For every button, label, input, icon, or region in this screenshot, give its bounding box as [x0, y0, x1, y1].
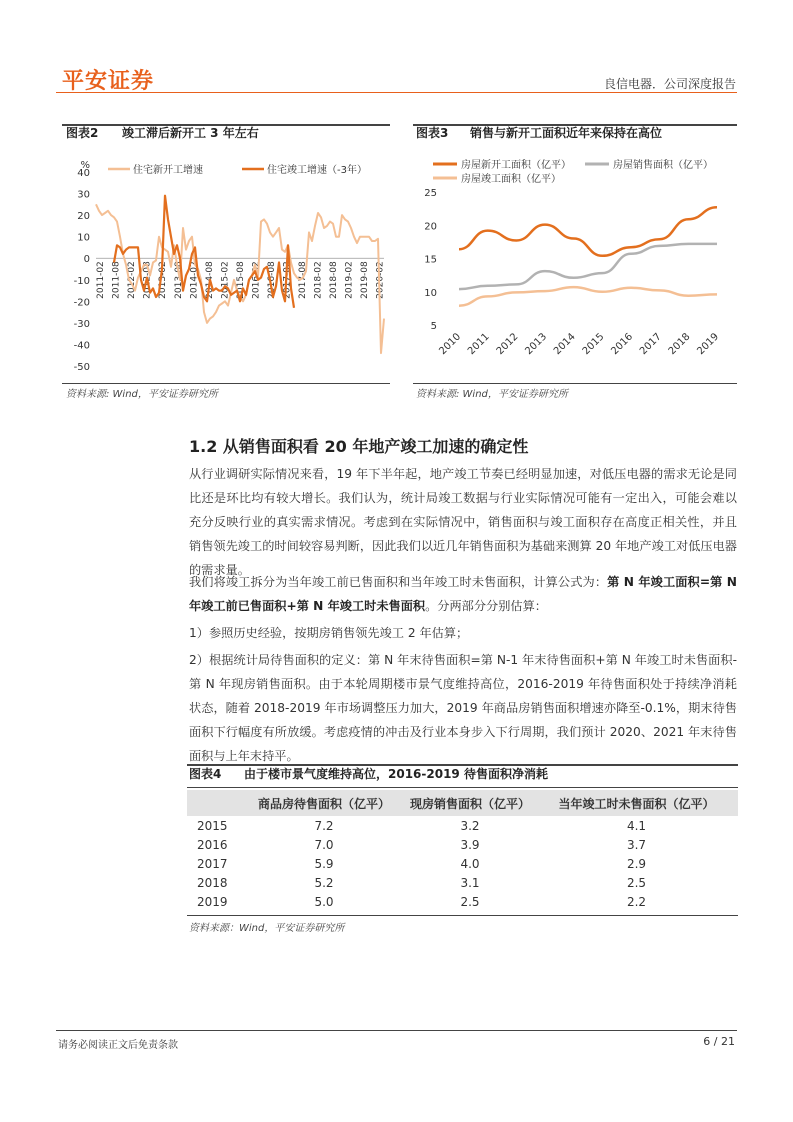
table-4-label: 图表4 — [189, 767, 222, 781]
x-tick-label: 2018 — [666, 331, 693, 358]
y-unit-label: % — [80, 160, 90, 171]
table-year-cell: 2015 — [197, 818, 228, 833]
table-4-title-line — [187, 787, 738, 788]
paragraph-2-lead: 我们将竣工拆分为当年竣工前已售面积和当年竣工时未售面积，计算公式为： — [189, 575, 608, 589]
table-value-cell: 3.1 — [460, 875, 480, 890]
table-value-cell: 7.0 — [314, 837, 334, 852]
footer-divider — [56, 1030, 737, 1031]
brand-logo: 平安证券 — [62, 69, 155, 94]
x-tick-label: 2014-02 — [189, 261, 200, 299]
x-tick-label: 2012 — [494, 331, 521, 358]
table-year-cell: 2017 — [197, 856, 228, 871]
report-title: 良信电器．公司深度报告 — [603, 77, 736, 91]
y-tick-label: 15 — [424, 254, 437, 266]
y-tick-label: 40 — [77, 168, 90, 179]
figure-2-title: 竣工滞后新开工 3 年左右 — [122, 126, 259, 140]
y-tick-label: 10 — [424, 287, 437, 299]
x-tick-label: 2019-02 — [344, 261, 355, 299]
y-tick-label: -10 — [73, 275, 90, 287]
x-tick-label: 2018-02 — [313, 261, 324, 299]
y-tick-label: -50 — [73, 362, 90, 373]
figure-2-source-line — [62, 383, 390, 384]
paragraph-1: 从行业调研实际情况来看，19 年下半年起，地产竣工节奏已经明显加速，对低压电器的需求无论是同比还是环比均有较大增长。我们认为，统计局竣工数据与行业实际情况可能有一定出入，可能会难以充分反映行业的真实需求情况。考虑到在实际情况中，销售面积与竣工面积存在高度正相关性，并且销售领先竣工的时间较容易判断，因此我们以近几年销售面积为基础来测算 20 年地产竣工对低压电器的需求量。 — [189, 467, 737, 577]
x-tick-label: 2019-08 — [360, 261, 371, 299]
table-row — [187, 816, 738, 835]
table-value-cell: 4.1 — [626, 818, 647, 833]
y-tick-label: -30 — [73, 318, 90, 330]
x-tick-label: 2014-08 — [204, 261, 215, 299]
table-row — [187, 873, 738, 892]
y-tick-label: 20 — [77, 211, 90, 223]
table-4-title: 由于楼市景气度维持高位，2016-2019 待售面积净消耗 — [244, 767, 548, 781]
footer-disclaimer: 请务必阅读正文后免责条款 — [58, 1040, 178, 1051]
table-value-cell: 2.9 — [626, 856, 647, 871]
y-tick-label: -20 — [73, 297, 90, 309]
list-item-2: 2）根据统计局待售面积的定义：第 N 年末待售面积=第 N-1 年末待售面积+第 N 年竣工时未售面积-第 N 年现房销售面积。由于本轮周期楼市景气度维持高位，2016-2019 年待售面积处于持续净消耗状态，随着 2018-2019 年市场调整压力加大，2019 年商品房销售面积增速亦降至-0.1%，期末待售面积下行幅度有所放缓。考虑疫情的冲击及行业本身步入下行周期，我们预计 2020、2021 年末待售面积与上年末持平。 — [189, 653, 737, 763]
x-tick-label: 2019 — [695, 331, 722, 358]
x-tick-label: 2014 — [552, 331, 578, 358]
y-tick-label: 10 — [77, 232, 90, 244]
table-year-cell: 2019 — [197, 894, 228, 909]
x-tick-label: 2015-02 — [220, 261, 231, 299]
series-line-sales — [459, 244, 717, 289]
y-tick-label: 20 — [424, 221, 437, 233]
header-divider — [56, 92, 737, 93]
x-tick-label: 2015 — [580, 331, 607, 358]
table-year-cell: 2018 — [197, 875, 228, 890]
figure-3-source-line — [413, 383, 737, 384]
table-value-cell: 5.2 — [314, 875, 334, 890]
figure-3-source: 资料来源: Wind，平安证券研究所 — [416, 389, 568, 400]
figure-2-chart — [62, 148, 390, 380]
table-value-cell: 3.7 — [626, 837, 647, 852]
table-header-cell: 当年竣工时未售面积（亿平） — [535, 790, 738, 816]
series-line-starts — [459, 207, 717, 256]
figure-2-label: 图表2 — [66, 126, 99, 140]
x-tick-label: 2013-08 — [173, 261, 184, 299]
table-value-cell: 2.5 — [460, 894, 480, 909]
table-value-cell: 2.2 — [626, 894, 647, 909]
table-header-cell: 商品房待售面积（亿平） — [243, 790, 405, 816]
x-tick-label: 2017-02 — [282, 261, 293, 299]
legend-label: 房屋销售面积（亿平） — [613, 160, 713, 171]
legend-label: 房屋竣工面积（亿平） — [461, 174, 561, 185]
x-tick-label: 2016-08 — [266, 261, 277, 299]
x-tick-label: 2011-08 — [111, 261, 122, 299]
table-year-cell: 2016 — [197, 837, 228, 852]
table-header-cell: 现房销售面积（亿平） — [405, 790, 535, 816]
table-row — [187, 835, 738, 854]
table-row — [187, 854, 738, 873]
table-value-cell: 4.0 — [460, 856, 480, 871]
x-tick-label: 2017-08 — [297, 261, 308, 299]
table-value-cell: 3.2 — [460, 818, 480, 833]
table-value-cell: 5.9 — [314, 856, 334, 871]
y-tick-label: -40 — [73, 340, 90, 352]
figure-3-title: 销售与新开工面积近年来保持在高位 — [470, 126, 663, 140]
series-line-completions — [459, 287, 717, 306]
table-4-source-line — [187, 915, 738, 916]
x-tick-label: 2011-02 — [96, 261, 107, 299]
y-tick-label: 0 — [83, 254, 90, 266]
y-tick-label: 25 — [424, 188, 437, 199]
page-number: 6 / 21 — [703, 1035, 735, 1048]
x-tick-label: 2016-02 — [251, 261, 262, 299]
table-value-cell: 3.9 — [460, 837, 480, 852]
table-value-cell: 2.5 — [626, 875, 647, 890]
x-tick-label: 2013 — [523, 331, 550, 358]
x-tick-label: 2015-08 — [235, 261, 246, 299]
table-header-cell — [187, 790, 243, 816]
figure-2-source: 资料来源: Wind，平安证券研究所 — [66, 389, 218, 400]
list-item-1: 1）参照历史经验，按期房销售领先竣工 2 年估算； — [189, 626, 469, 640]
x-tick-label: 2013-02 — [158, 261, 169, 299]
x-tick-label: 2012-02 — [127, 261, 138, 299]
y-tick-label: 5 — [430, 321, 437, 332]
table-4 — [187, 790, 738, 911]
y-tick-label: 30 — [77, 189, 90, 201]
paragraph-2-tail: 。分两部分分别估算： — [425, 599, 547, 613]
table-value-cell: 5.0 — [314, 894, 334, 909]
table-4-source: 资料来源：Wind，平安证券研究所 — [189, 923, 345, 934]
section-heading: 1.2 从销售面积看 20 年地产竣工加速的确定性 — [189, 437, 529, 456]
legend-label: 住宅新开工增速 — [133, 165, 203, 176]
x-tick-label: 2011 — [466, 331, 492, 358]
x-tick-label: 2016 — [609, 331, 636, 358]
legend-label: 房屋新开工面积（亿平） — [461, 160, 571, 171]
x-tick-label: 2020-02 — [375, 261, 386, 299]
table-row — [187, 892, 738, 911]
x-tick-label: 2012-08 — [142, 261, 153, 299]
x-tick-label: 2017 — [638, 331, 664, 358]
figure-3-chart — [413, 148, 737, 380]
figure-3-label: 图表3 — [416, 126, 449, 140]
x-tick-label: 2010 — [437, 331, 464, 358]
formula: 第 N 年竣工面积=第 N 年竣工前已售面积+第 N 年竣工时未售面积 — [189, 575, 738, 613]
paragraph-2 — [189, 570, 737, 618]
table-value-cell: 7.2 — [314, 818, 334, 833]
legend-label: 住宅竣工增速（-3年） — [267, 165, 367, 176]
x-tick-label: 2018-08 — [329, 261, 340, 299]
